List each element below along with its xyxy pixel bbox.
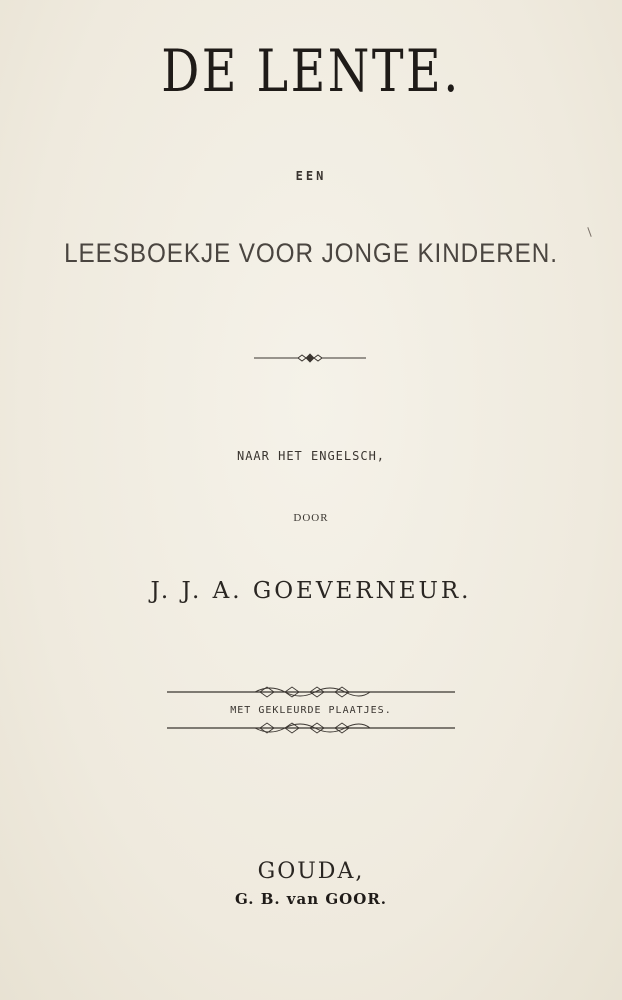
translation-note: NAAR HET ENGELSCH, xyxy=(236,449,386,463)
illustrations-note: MET GEKLEURDE PLAATJES. xyxy=(230,705,392,716)
book-subtitle: LEESBOEKJE VOOR JONGE KINDEREN. xyxy=(64,238,558,268)
imprint-publisher: G. B. van GOOR. xyxy=(234,890,388,908)
een-label: EEN xyxy=(295,169,327,183)
paper-speck xyxy=(587,227,591,237)
author-name: J. J. A. GOEVERNEUR. xyxy=(150,578,472,604)
ornamental-divider xyxy=(250,348,370,368)
imprint-city: GOUDA, xyxy=(257,859,365,884)
book-title: DE LENTE. xyxy=(161,37,461,105)
door-label: DOOR xyxy=(293,512,329,524)
